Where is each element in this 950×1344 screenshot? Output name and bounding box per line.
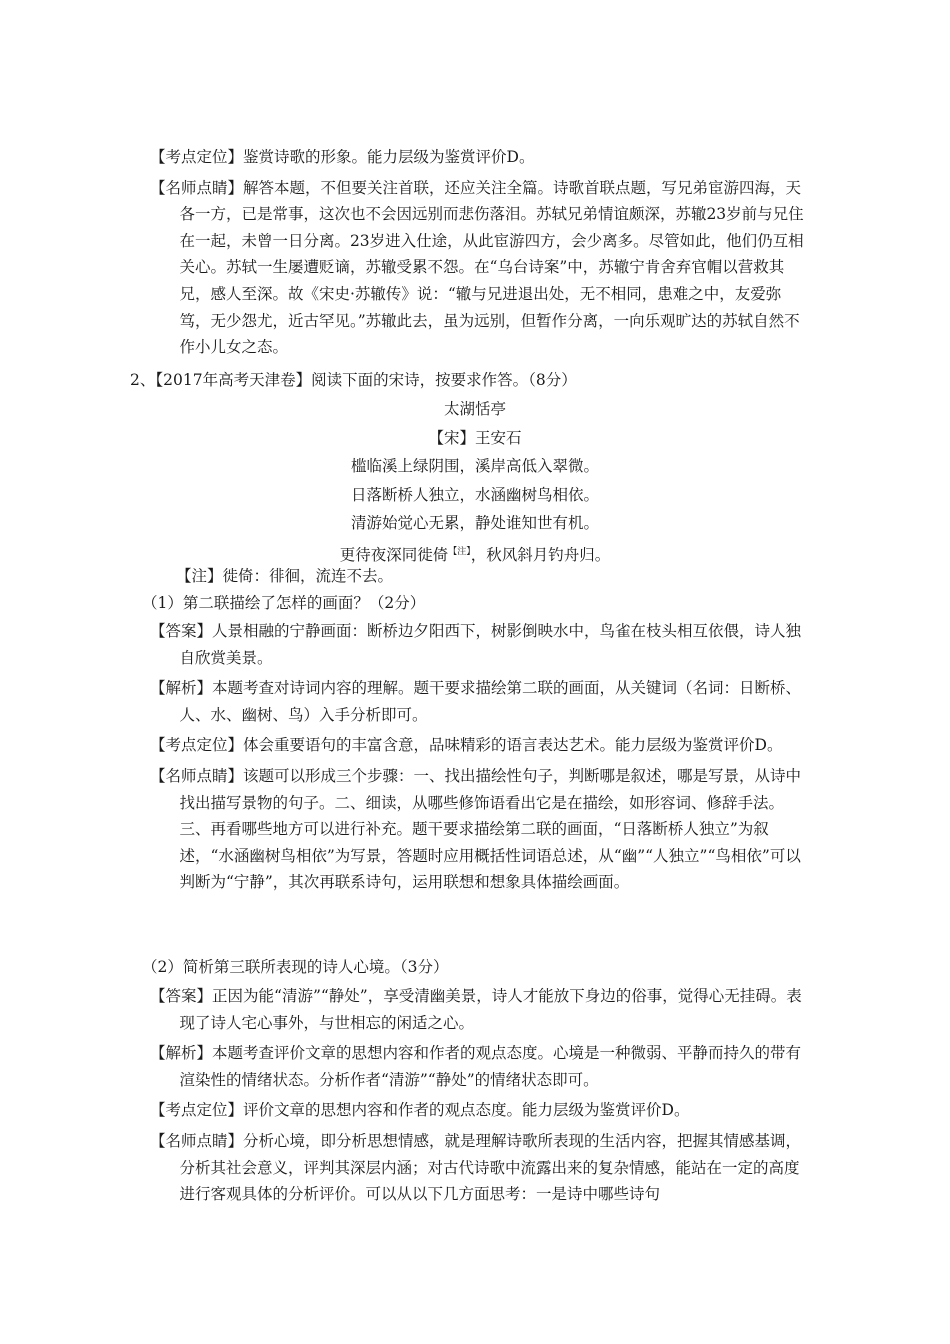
sub1-analysis xyxy=(150,675,810,728)
kaodian-label: 【考点定位】 xyxy=(150,148,244,166)
sub1-question: （1）第二联描绘了怎样的画面？（2分） xyxy=(142,594,426,612)
poem-line-4-part-1: 更待夜深同徙倚 xyxy=(339,545,449,564)
sub2-kaodian-text: 评价文章的思想内容和作者的观点态度。能力层级为鉴赏评价D。 xyxy=(243,1101,690,1120)
question-number: 2、 xyxy=(130,371,156,389)
sub1-analysis-label: 【解析】 xyxy=(150,679,213,698)
poem-note xyxy=(176,563,816,590)
sub2-mingshi xyxy=(150,1128,810,1208)
sub2-mingshi-label: 【名师点睛】 xyxy=(150,1131,244,1150)
poem-line-1: 槛临溪上绿阴围，溪岸高低入翠微。 xyxy=(350,457,599,475)
sub1-answer-text: 人景相融的宁静画面：断桥边夕阳西下，树影倒映水中，鸟雀在枝头相互依偎，诗人独自欣赏美景。 xyxy=(179,622,802,667)
poem-line-3: 清游始觉心无累，静处谁知世有机。 xyxy=(350,514,599,532)
sub2-answer-text: 正因为能“清游”“静处”，享受清幽美景，诗人才能放下身边的俗事，觉得心无挂碍。表现了诗人宅心事外，与世相忘的闲适之心。 xyxy=(179,987,802,1032)
poem-title: 太湖恬亭 xyxy=(443,400,506,418)
sub-question-2 xyxy=(142,954,817,981)
sub1-body xyxy=(150,618,810,896)
sub2-analysis-text: 本题考查评价文章的思想内容和作者的观点态度。心境是一种微弱、平静而持久的带有渲染性的情绪状态。分析作者“清游”“静处”的情绪状态即可。 xyxy=(179,1044,802,1089)
sub2-answer xyxy=(150,983,810,1036)
sub2-mingshi-text: 分析心境，即分析思想情感，就是理解诗歌所表现的生活内容，把握其情感基调，分析其社会意义，评判其深层内涵；对古代诗歌中流露出来的复杂情感，能站在一定的高度进行客观具体的分析评价。可以从以下几方面思考：一是诗中哪些诗句 xyxy=(179,1131,802,1204)
sub2-analysis-label: 【解析】 xyxy=(150,1044,213,1063)
question-2-heading xyxy=(130,367,820,394)
kaodian-text: 鉴赏诗歌的形象。能力层级为鉴赏评价D。 xyxy=(243,148,535,166)
poem-note-marker: 【注】 xyxy=(448,546,471,557)
sub2-answer-label: 【答案】 xyxy=(150,987,213,1005)
sub-question-1 xyxy=(142,590,817,617)
poem-line-2: 日落断桥人独立，水涵幽树鸟相依。 xyxy=(350,485,599,504)
top-section xyxy=(150,144,810,361)
sub2-analysis xyxy=(150,1040,810,1093)
question-prompt: 阅读下面的宋诗，按要求作答。（8分） xyxy=(311,371,577,389)
poem-note-text: 【注】徙倚：徘徊，流连不去。 xyxy=(176,567,394,585)
sub2-question: （2）简析第三联所表现的诗人心境。（3分） xyxy=(142,958,449,976)
sub1-mingshi xyxy=(150,763,810,896)
poem-line-4-part-2: ，秋风斜月钓舟归。 xyxy=(470,545,611,564)
sub1-answer xyxy=(150,618,810,671)
mingshi-paragraph xyxy=(150,175,810,361)
question-source: 【2017年高考天津卷】 xyxy=(155,371,312,389)
sub2-body xyxy=(150,983,810,1208)
sub1-mingshi-label: 【名师点睛】 xyxy=(150,766,244,785)
mingshi-label: 【名师点睛】 xyxy=(150,178,244,197)
poem-author: 【宋】王安石 xyxy=(428,428,522,447)
sub1-kaodian-label: 【考点定位】 xyxy=(150,736,244,755)
sub1-answer-label: 【答案】 xyxy=(150,622,213,640)
sub1-kaodian xyxy=(150,732,810,759)
sub2-kaodian xyxy=(150,1097,810,1124)
kaodian-paragraph xyxy=(150,144,810,171)
mingshi-text: 解答本题，不但要关注首联，还应关注全篇。诗歌首联点题，写兄弟宦游四海，天各一方，已是常事，这次也不会因远别而悲伤落泪。苏轼兄弟情谊颇深，苏辙23岁前与兄住在一起，未曾一日分离。23岁进入仕途，从此宦游四方，会少离多。尽管如此，他们仍互相关心。苏轼一生屡遭贬谪，苏辙受累不怨。在“乌台诗案”中，苏辙宁肯舍弃官帽以营救其兄，感人至深。故《宋史·苏辙传》说：“辙与兄进退出处，无不相同，患难之中，友爱弥笃，无少怨尤，近古罕见。”苏辙此去，虽为远别，但暂作分离，一向乐观旷达的苏轼自然不作小儿女之态。 xyxy=(179,178,804,357)
sub1-kaodian-text: 体会重要语句的丰富含意，品味精彩的语言表达艺术。能力层级为鉴赏评价D。 xyxy=(243,736,783,755)
question-2-line xyxy=(130,367,820,394)
sub1-analysis-text: 本题考查对诗词内容的理解。题干要求描绘第二联的画面，从关键词（名词：日断桥、人、水、幽树、鸟）入手分析即可。 xyxy=(179,679,802,724)
sub1-mingshi-text: 该题可以形成三个步骤：一、找出描绘性句子，判断哪是叙述，哪是写景，从诗中找出描写景物的句子。二、细读，从哪些修饰语看出它是在描绘，如形容词、修辞手法。三、再看哪些地方可以进行补充。题干要求描绘第二联的画面，“日落断桥人独立”为叙述，“水涵幽树鸟相依”为写景，答题时应用概括性词语总述，从“幽”“人独立”“鸟相依”可以判断为“宁静”，其次再联系诗句，运用联想和想象具体描绘画面。 xyxy=(179,766,802,892)
sub2-kaodian-label: 【考点定位】 xyxy=(150,1101,244,1120)
poem xyxy=(0,395,950,569)
